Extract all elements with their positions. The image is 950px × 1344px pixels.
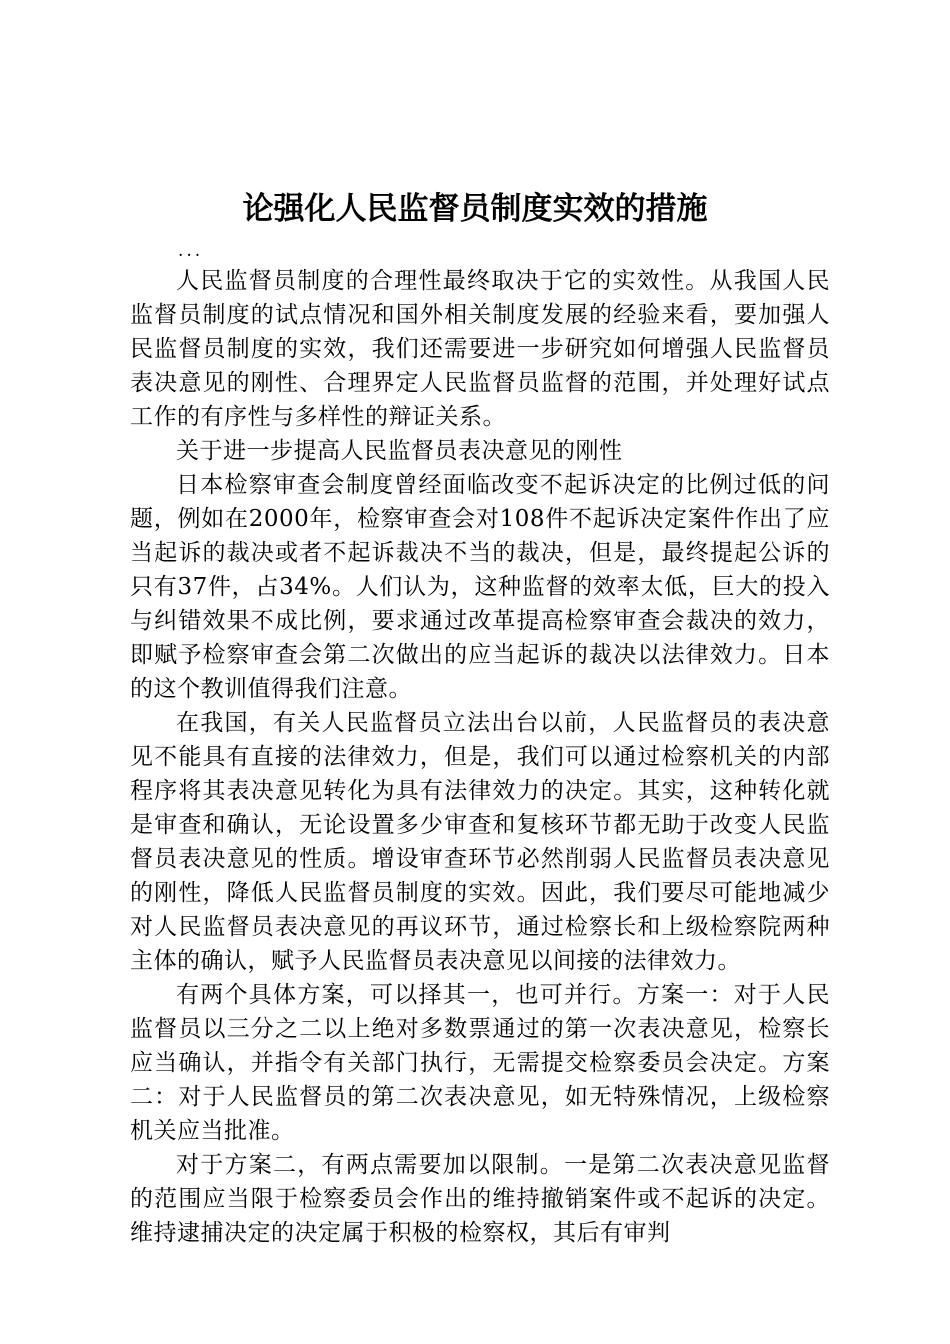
document-body bbox=[130, 264, 830, 1250]
ellipsis-text: ... bbox=[178, 241, 204, 261]
paragraph-intro: 人民监督员制度的合理性最终取决于它的实效性。从我国人民监督员制度的试点情况和国外相关制度发展的经验来看，要加强人民监督员制度的实效，我们还需要进一步研究如何增强人民监督员表决意见的刚性、合理界定人民监督员监督的范围，并处理好试点工作的有序性与多样性的辩证关系。 bbox=[130, 268, 830, 430]
paragraph-proposals: 有两个具体方案，可以择其一，也可并行。方案一：对于人民监督员以三分之二以上绝对多数票通过的第一次表决意见，检察长应当确认，并指令有关部门执行，无需提交检察委员会决定。方案二：对于人民监督员的第二次表决意见，如无特殊情况，上级检察机关应当批准。 bbox=[130, 982, 830, 1144]
paragraph-proposal-two: 对于方案二，有两点需要加以限制。一是第二次表决意见监督的范围应当限于检察委员会作出的维持撤销案件或不起诉的决定。维持逮捕决定的决定属于积极的检察权，其后有审判 bbox=[130, 1152, 830, 1246]
section-heading: 关于进一步提高人民监督员表决意见的刚性 bbox=[176, 438, 623, 464]
paragraph-china: 在我国，有关人民监督员立法出台以前，人民监督员的表决意见不能具有直接的法律效力，但是，我们可以通过检察机关的内部程序将其表决意见转化为具有法律效力的决定。其实，这种转化就是审查和确认，无论设置多少审查和复核环节都无助于改变人民监督员表决意见的性质。增设审查环节必然削弱人民监督员表决意见的刚性，降低人民监督员制度的实效。因此，我们要尽可能地减少对人民监督员表决意见的再议环节，通过检察长和上级检察院两种主体的确认，赋予人民监督员表决意见以间接的法律效力。 bbox=[130, 710, 830, 974]
document-title: 论强化人民监督员制度实效的措施 bbox=[242, 191, 708, 227]
paragraph-japan: 日本检察审查会制度曾经面临改变不起诉决定的比例过低的问题，例如在2000年，检察审查会对108件不起诉决定案件作出了应当起诉的裁决或者不起诉裁决不当的裁决，但是，最终提起公诉的只有37件，占34%。人们认为，这种监督的效率太低，巨大的投入与纠错效果不成比例，要求通过改革提高检察审查会裁决的效力，即赋予检察审查会第二次做出的应当起诉的裁决以法律效力。日本的这个教训值得我们注意。 bbox=[130, 472, 830, 702]
